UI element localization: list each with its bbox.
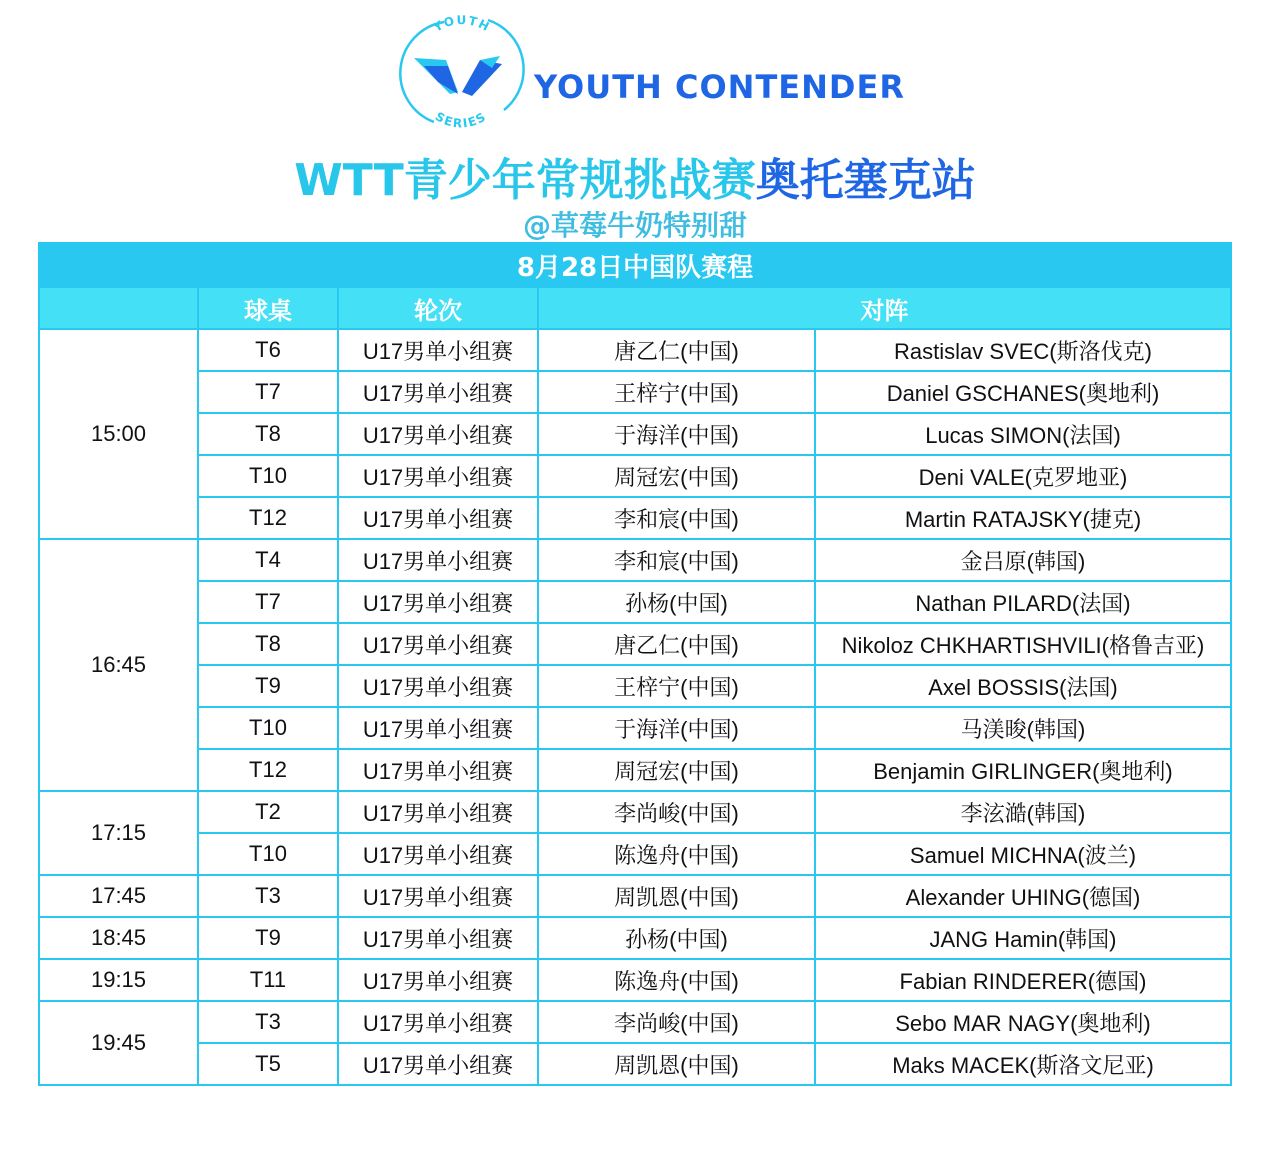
time-slot: 15:00 bbox=[39, 329, 198, 539]
svg-text:SERIES bbox=[433, 109, 489, 130]
china-player: 于海洋(中国) bbox=[538, 413, 815, 455]
time-slot: 17:45 bbox=[39, 875, 198, 917]
table-number: T3 bbox=[198, 875, 338, 917]
page-title bbox=[0, 144, 1270, 208]
table-row bbox=[39, 959, 1231, 1001]
opponent: Deni VALE(克罗地亚) bbox=[815, 455, 1231, 497]
round-name: U17男单小组赛 bbox=[338, 329, 538, 371]
round-name: U17男单小组赛 bbox=[338, 539, 538, 581]
china-player: 周冠宏(中国) bbox=[538, 749, 815, 791]
table-number: T4 bbox=[198, 539, 338, 581]
schedule-table bbox=[38, 242, 1232, 1086]
table-row bbox=[39, 413, 1231, 455]
table-number: T7 bbox=[198, 371, 338, 413]
table-number: T2 bbox=[198, 791, 338, 833]
opponent: Nathan PILARD(法国) bbox=[815, 581, 1231, 623]
time-slot: 18:45 bbox=[39, 917, 198, 959]
china-player: 陈逸舟(中国) bbox=[538, 959, 815, 1001]
round-name: U17男单小组赛 bbox=[338, 497, 538, 539]
china-player: 李尚峻(中国) bbox=[538, 791, 815, 833]
round-name: U17男单小组赛 bbox=[338, 665, 538, 707]
round-name: U17男单小组赛 bbox=[338, 371, 538, 413]
table-row bbox=[39, 917, 1231, 959]
opponent: Samuel MICHNA(波兰) bbox=[815, 833, 1231, 875]
table-row bbox=[39, 665, 1231, 707]
table-number: T12 bbox=[198, 749, 338, 791]
china-player: 唐乙仁(中国) bbox=[538, 329, 815, 371]
round-name: U17男单小组赛 bbox=[338, 1001, 538, 1043]
table-row bbox=[39, 707, 1231, 749]
table-row bbox=[39, 497, 1231, 539]
title-series: WTT青少年常规挑战赛 bbox=[294, 155, 756, 206]
round-name: U17男单小组赛 bbox=[338, 749, 538, 791]
header-time bbox=[39, 287, 198, 329]
round-name: U17男单小组赛 bbox=[338, 455, 538, 497]
opponent: Nikoloz CHKHARTISHVILI(格鲁吉亚) bbox=[815, 623, 1231, 665]
china-player: 李和宸(中国) bbox=[538, 539, 815, 581]
opponent: Fabian RINDERER(德国) bbox=[815, 959, 1231, 1001]
table-number: T5 bbox=[198, 1043, 338, 1085]
opponent: Alexander UHING(德国) bbox=[815, 875, 1231, 917]
table-row bbox=[39, 791, 1231, 833]
china-player: 王梓宁(中国) bbox=[538, 371, 815, 413]
header-matchup: 对阵 bbox=[538, 287, 1231, 329]
svg-text:YOUTH bbox=[430, 13, 493, 35]
table-row bbox=[39, 329, 1231, 371]
round-name: U17男单小组赛 bbox=[338, 623, 538, 665]
round-name: U17男单小组赛 bbox=[338, 1043, 538, 1085]
time-slot: 17:15 bbox=[39, 791, 198, 875]
opponent: 马渼晙(韩国) bbox=[815, 707, 1231, 749]
table-row bbox=[39, 1043, 1231, 1085]
opponent: Maks MACEK(斯洛文尼亚) bbox=[815, 1043, 1231, 1085]
logo-ring-top-text: YOUTH bbox=[431, 13, 493, 35]
china-player: 于海洋(中国) bbox=[538, 707, 815, 749]
round-name: U17男单小组赛 bbox=[338, 581, 538, 623]
china-player: 周冠宏(中国) bbox=[538, 455, 815, 497]
round-name: U17男单小组赛 bbox=[338, 959, 538, 1001]
opponent: Martin RATAJSKY(捷克) bbox=[815, 497, 1231, 539]
china-player: 李和宸(中国) bbox=[538, 497, 815, 539]
opponent: Benjamin GIRLINGER(奥地利) bbox=[815, 749, 1231, 791]
table-row bbox=[39, 1001, 1231, 1043]
table-number: T10 bbox=[198, 833, 338, 875]
table-row bbox=[39, 455, 1231, 497]
china-player: 唐乙仁(中国) bbox=[538, 623, 815, 665]
table-row bbox=[39, 833, 1231, 875]
table-row bbox=[39, 749, 1231, 791]
opponent: JANG Hamin(韩国) bbox=[815, 917, 1231, 959]
china-player: 孙杨(中国) bbox=[538, 917, 815, 959]
table-row bbox=[39, 875, 1231, 917]
table-number: T3 bbox=[198, 1001, 338, 1043]
opponent: Sebo MAR NAGY(奥地利) bbox=[815, 1001, 1231, 1043]
time-slot: 19:15 bbox=[39, 959, 198, 1001]
wtt-mark-icon bbox=[414, 56, 502, 96]
china-player: 周凯恩(中国) bbox=[538, 1043, 815, 1085]
round-name: U17男单小组赛 bbox=[338, 917, 538, 959]
opponent: Rastislav SVEC(斯洛伐克) bbox=[815, 329, 1231, 371]
table-number: T8 bbox=[198, 413, 338, 455]
header-table: 球桌 bbox=[198, 287, 338, 329]
table-number: T11 bbox=[198, 959, 338, 1001]
table-row bbox=[39, 581, 1231, 623]
round-name: U17男单小组赛 bbox=[338, 413, 538, 455]
logo-ring-bottom-text: SERIES bbox=[432, 109, 490, 131]
table-row bbox=[39, 539, 1231, 581]
round-name: U17男单小组赛 bbox=[338, 707, 538, 749]
time-slot: 19:45 bbox=[39, 1001, 198, 1085]
table-number: T10 bbox=[198, 455, 338, 497]
china-player: 陈逸舟(中国) bbox=[538, 833, 815, 875]
opponent: Lucas SIMON(法国) bbox=[815, 413, 1231, 455]
table-caption: 8月28日中国队赛程 bbox=[39, 243, 1231, 287]
china-player: 孙杨(中国) bbox=[538, 581, 815, 623]
table-row bbox=[39, 371, 1231, 413]
round-name: U17男单小组赛 bbox=[338, 833, 538, 875]
china-player: 李尚峻(中国) bbox=[538, 1001, 815, 1043]
logo-wordmark: YOUTH CONTENDER bbox=[534, 68, 905, 106]
china-player: 王梓宁(中国) bbox=[538, 665, 815, 707]
header-round: 轮次 bbox=[338, 287, 538, 329]
opponent: 金吕原(韩国) bbox=[815, 539, 1231, 581]
table-number: T9 bbox=[198, 665, 338, 707]
table-number: T8 bbox=[198, 623, 338, 665]
table-number: T10 bbox=[198, 707, 338, 749]
opponent: Axel BOSSIS(法国) bbox=[815, 665, 1231, 707]
table-number: T7 bbox=[198, 581, 338, 623]
table-number: T9 bbox=[198, 917, 338, 959]
author-handle: @草莓牛奶特别甜 bbox=[522, 209, 747, 242]
opponent: 李泫澔(韩国) bbox=[815, 791, 1231, 833]
time-slot: 16:45 bbox=[39, 539, 198, 791]
china-player: 周凯恩(中国) bbox=[538, 875, 815, 917]
table-number: T12 bbox=[198, 497, 338, 539]
round-name: U17男单小组赛 bbox=[338, 875, 538, 917]
table-number: T6 bbox=[198, 329, 338, 371]
opponent: Daniel GSCHANES(奥地利) bbox=[815, 371, 1231, 413]
table-row bbox=[39, 623, 1231, 665]
wtt-youth-series-emblem bbox=[396, 6, 526, 136]
schedule-body bbox=[39, 329, 1231, 1085]
round-name: U17男单小组赛 bbox=[338, 791, 538, 833]
event-logo bbox=[396, 6, 905, 140]
title-stop: 奥托塞克站 bbox=[755, 155, 976, 206]
